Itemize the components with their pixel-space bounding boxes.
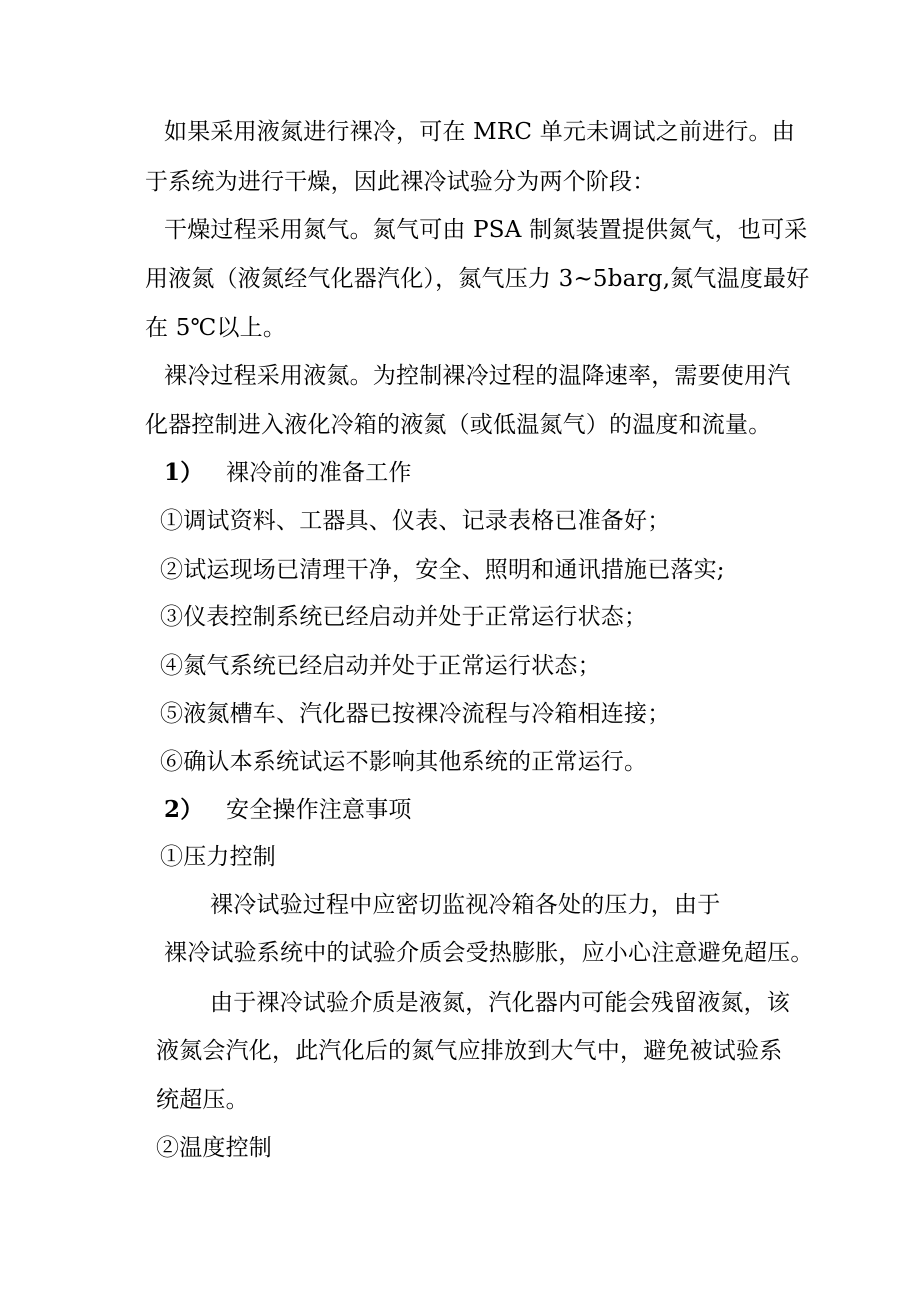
section1-item-1: ①调试资料、工器具、仪表、记录表格已准备好； xyxy=(160,508,671,534)
section1-item-5: ⑤液氮槽车、汽化器已按裸冷流程与冷箱相连接； xyxy=(160,701,671,727)
para2-line2: 用液氮（液氮经气化器汽化），氮气压力 3~5barg,氮气温度最好 xyxy=(145,266,810,292)
para3-line1: 裸冷过程采用液氮。为控制裸冷过程的温降速率，需要使用汽 xyxy=(164,363,791,389)
section2-sub1-para2-line1: 由于裸冷试验介质是液氮，汽化器内可能会残留液氮，该 xyxy=(210,990,790,1016)
section2-sub1-para2-line3: 统超压。 xyxy=(156,1087,249,1113)
para2-line1: 干燥过程采用氮气。氮气可由 PSA 制氮装置提供氮气，也可采 xyxy=(164,217,808,243)
section2-sub2-title: ②温度控制 xyxy=(156,1135,272,1161)
section2-sub1-para1-line2: 裸冷试验系统中的试验介质会受热膨胀，应小心注意避免超压。 xyxy=(164,940,814,966)
para1-line1: 如果采用液氮进行裸冷，可在 MRC 单元未调试之前进行。由 xyxy=(164,119,795,145)
section1-item-3: ③仪表控制系统已经启动并处于正常运行状态； xyxy=(160,604,648,630)
section1-number: 1） xyxy=(164,459,204,486)
section2-sub1-title: ①压力控制 xyxy=(160,844,276,870)
para2-line3: 在 5℃以上。 xyxy=(145,315,287,341)
para1-line2: 于系统为进行干燥，因此裸冷试验分为两个阶段： xyxy=(145,169,656,195)
section2-sub1-para2-line2: 液氮会汽化，此汽化后的氮气应排放到大气中，避免被试验系 xyxy=(156,1038,783,1064)
section1-title: 裸冷前的准备工作 xyxy=(226,460,412,486)
section1-heading xyxy=(164,458,412,488)
section2-number: 2） xyxy=(164,796,204,823)
section1-item-6: ⑥确认本系统试运不影响其他系统的正常运行。 xyxy=(160,749,648,775)
para3-line2: 化器控制进入液化冷箱的液氮（或低温氮气）的温度和流量。 xyxy=(145,412,772,438)
section1-item-2: ②试运现场已清理干净，安全、照明和通讯措施已落实; xyxy=(160,557,725,583)
section2-title: 安全操作注意事项 xyxy=(226,797,412,823)
section2-sub1-para1-line1: 裸冷试验过程中应密切监视冷箱各处的压力，由于 xyxy=(210,892,721,918)
section2-heading xyxy=(164,795,412,825)
section1-item-4: ④氮气系统已经启动并处于正常运行状态； xyxy=(160,653,601,679)
